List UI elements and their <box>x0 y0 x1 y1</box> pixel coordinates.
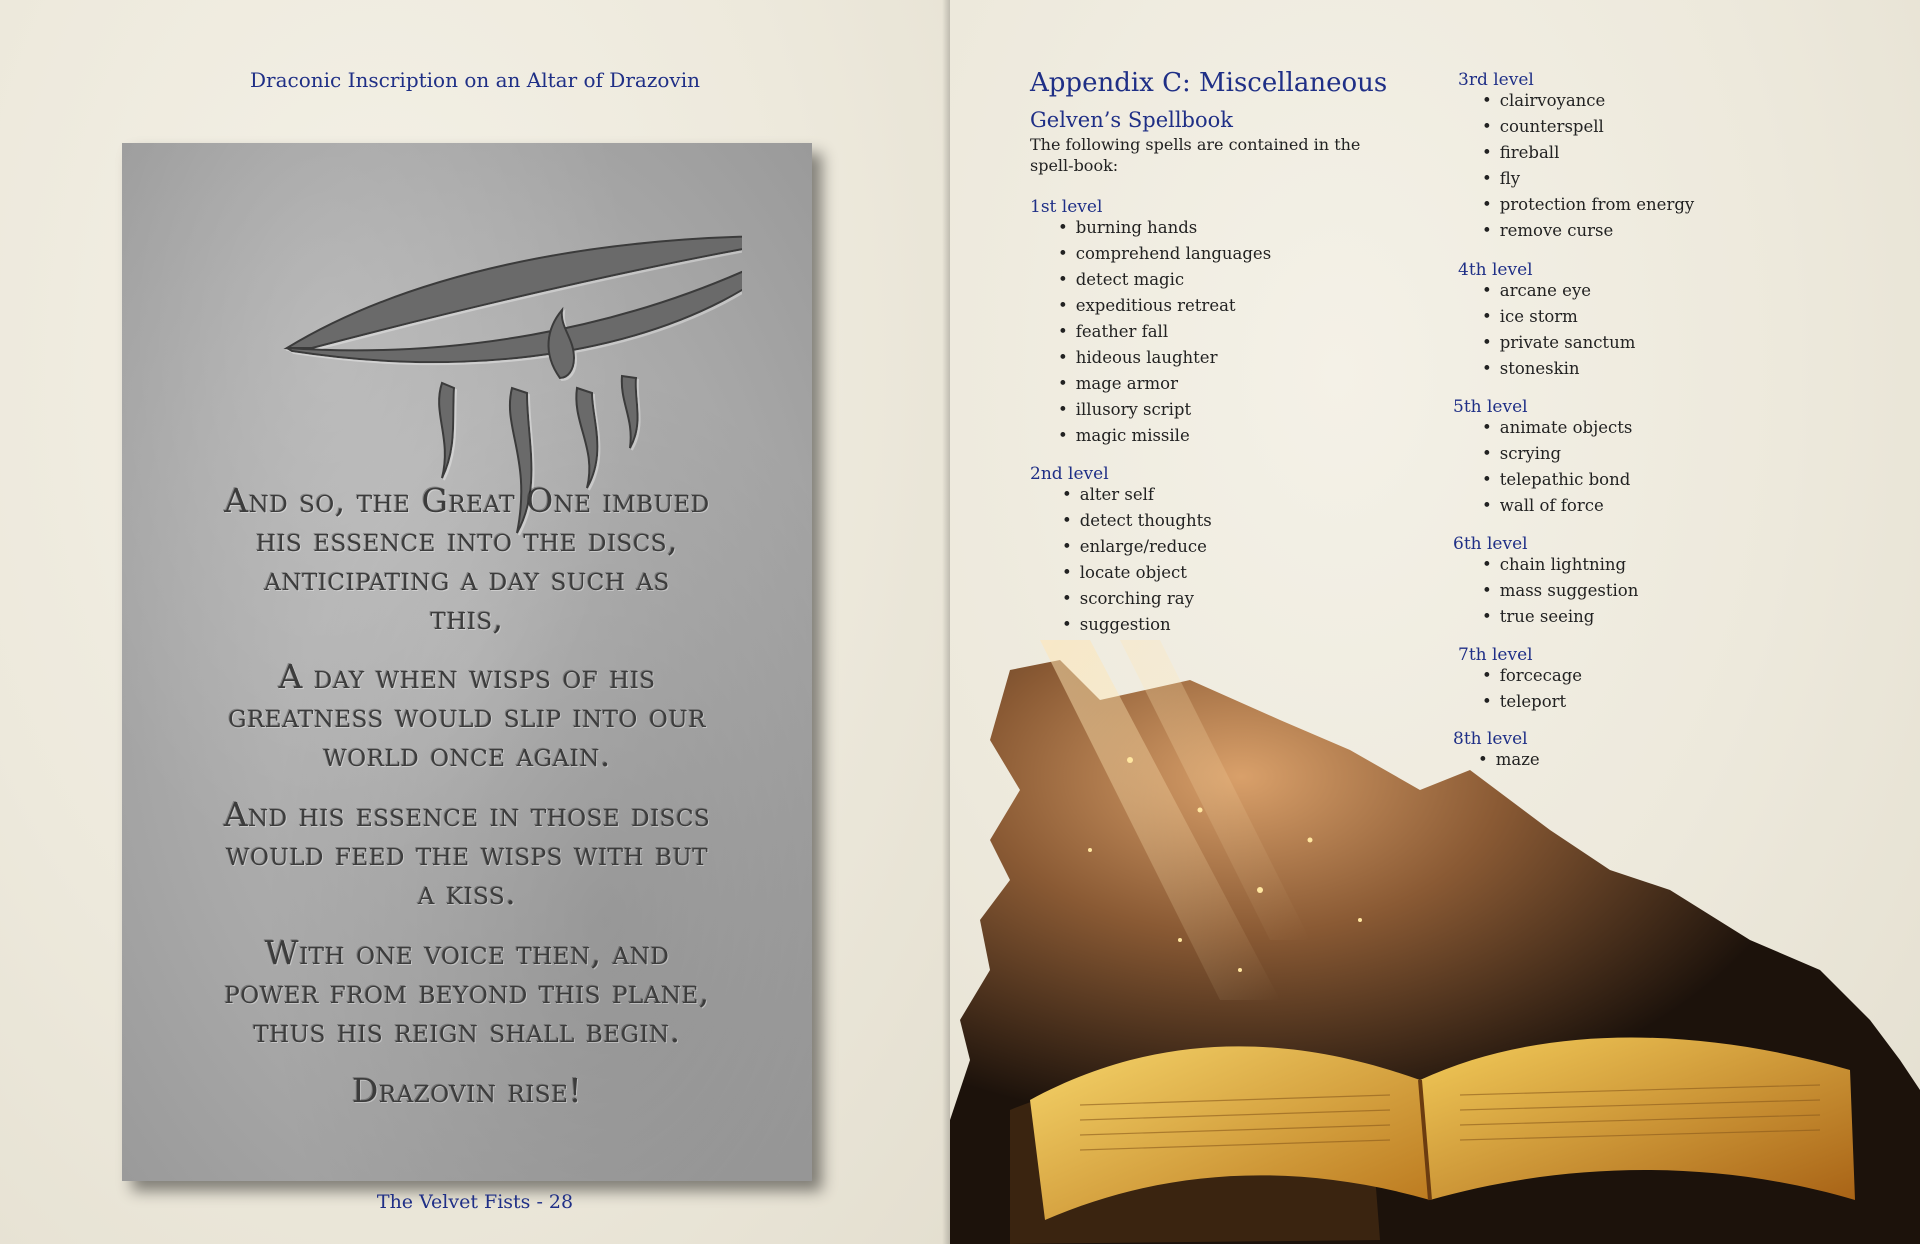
stone-tablet <box>122 143 812 1181</box>
verse-line: thus his reign shall begin. <box>253 1011 681 1050</box>
left-page <box>0 0 950 1244</box>
level-heading-1: 1st level <box>1030 197 1103 217</box>
spell-item: • true seeing <box>1482 604 1638 630</box>
spell-item: • mage armor <box>1058 371 1271 397</box>
spell-item: • magic missile <box>1058 423 1271 449</box>
level-heading-6: 6th level <box>1453 534 1528 554</box>
spell-item: • fly <box>1482 166 1694 192</box>
spell-item: • suggestion <box>1062 612 1212 638</box>
appendix-title: Appendix C: Miscellaneous <box>1030 68 1388 98</box>
spell-item: • detect magic <box>1058 267 1271 293</box>
level-heading-5: 5th level <box>1453 397 1528 417</box>
spell-item: • feather fall <box>1058 319 1271 345</box>
spell-item: • clairvoyance <box>1482 88 1694 114</box>
spell-item: • illusory script <box>1058 397 1271 423</box>
spell-item: • wall of force <box>1482 493 1632 519</box>
page-footer: The Velvet Fists - 28 <box>376 1191 574 1213</box>
spell-item: • burning hands <box>1058 215 1271 241</box>
spell-item: • scorching ray <box>1062 586 1212 612</box>
spell-item: • private sanctum <box>1482 330 1635 356</box>
spell-item: • alter self <box>1062 482 1212 508</box>
verse-line: would feed the wisps with but <box>225 834 709 873</box>
level-heading-2: 2nd level <box>1030 464 1109 484</box>
spell-list-level-5 <box>1482 415 1632 519</box>
spell-item: • scrying <box>1482 441 1632 467</box>
verse-line: And his essence in those discs <box>223 795 711 834</box>
level-heading-4: 4th level <box>1458 260 1533 280</box>
spell-item: • comprehend languages <box>1058 241 1271 267</box>
spell-list-level-4 <box>1482 278 1635 382</box>
spell-item: • chain lightning <box>1482 552 1638 578</box>
spell-list-level-8 <box>1478 747 1540 773</box>
spellbook-intro: The following spells are contained in the spell-book: <box>1030 135 1361 175</box>
verse-line: a kiss. <box>417 873 517 912</box>
spell-list-level-6 <box>1482 552 1638 630</box>
spell-item: • telepathic bond <box>1482 467 1632 493</box>
verse-line: With one voice then, and <box>264 933 670 972</box>
inscription-caption: Draconic Inscription on an Altar of Drazovin <box>250 68 700 92</box>
verse-line: his essence into the discs, <box>255 520 679 559</box>
spell-item: • enlarge/reduce <box>1062 534 1212 560</box>
spell-item: • counterspell <box>1482 114 1694 140</box>
spell-list-level-2 <box>1062 482 1212 638</box>
spell-item: • fireball <box>1482 140 1694 166</box>
spell-list-level-3 <box>1482 88 1694 244</box>
spell-item: • hideous laughter <box>1058 345 1271 371</box>
inscription-stanza-5 <box>122 1071 812 1110</box>
level-heading-3: 3rd level <box>1458 70 1534 90</box>
level-heading-7: 7th level <box>1458 645 1533 665</box>
spell-item: • stoneskin <box>1482 356 1635 382</box>
spell-item: • ice storm <box>1482 304 1635 330</box>
spell-list-level-1 <box>1058 215 1271 449</box>
spell-item: • protection from energy <box>1482 192 1694 218</box>
verse-line: Drazovin rise! <box>351 1071 583 1110</box>
spell-item: • forcecage <box>1482 663 1582 689</box>
spell-item: • animate objects <box>1482 415 1632 441</box>
inscription-stanza-2 <box>122 657 812 774</box>
spell-item: • expeditious retreat <box>1058 293 1271 319</box>
verse-line: A day when wisps of his <box>278 657 656 696</box>
spell-item: • mass suggestion <box>1482 578 1638 604</box>
spell-item: • teleport <box>1482 689 1582 715</box>
verse-line: greatness would slip into our <box>228 696 706 735</box>
spell-item: • maze <box>1478 747 1540 773</box>
inscription-stanza-3 <box>122 795 812 912</box>
spell-item: • detect thoughts <box>1062 508 1212 534</box>
spell-item: • arcane eye <box>1482 278 1635 304</box>
verse-line: world once again. <box>323 735 611 774</box>
inscription-stanza-1 <box>122 481 812 637</box>
spell-list-level-7 <box>1482 663 1582 715</box>
open-spellbook-illustration <box>950 640 1920 1244</box>
right-page <box>950 0 1920 1244</box>
spell-item: • locate object <box>1062 560 1212 586</box>
level-heading-8: 8th level <box>1453 729 1528 749</box>
verse-line: power from beyond this plane, <box>224 972 710 1011</box>
verse-line: this, <box>430 598 504 637</box>
inscription-stanza-4 <box>122 933 812 1050</box>
spellbook-title: Gelven’s Spellbook <box>1030 108 1234 132</box>
spell-item: • remove curse <box>1482 218 1694 244</box>
verse-line: anticipating a day such as <box>264 559 670 598</box>
verse-line: And so, the Great One imbued <box>224 481 710 520</box>
